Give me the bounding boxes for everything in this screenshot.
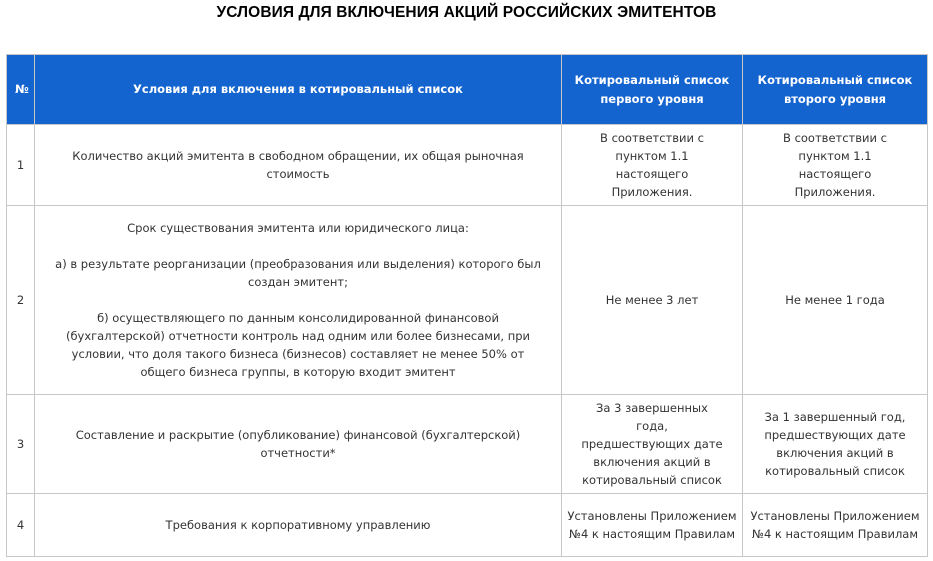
condition-text: Количество акций эмитента в свободном обращении, их общая рыночная стоимость (72, 149, 524, 181)
row-condition (35, 125, 562, 206)
table-row (7, 494, 928, 557)
row-number: 4 (7, 494, 35, 557)
condition-item-b: б) осуществляющего по данным консолидированной финансовой (бухгалтерской) отчетности контроль над одним или более бизнесами, при условии, что доля такого бизнеса (бизнесов) составляет не менее 50% от общего бизнеса группы, в которую входит эмитент (65, 311, 531, 379)
row-level-1-value: Установлены Приложением №4 к настоящим Правилам (562, 494, 743, 557)
row-level-2-value: Установлены Приложением №4 к настоящим Правилам (743, 494, 928, 557)
header-number: № (7, 55, 35, 125)
table-header-row (7, 55, 928, 125)
row-number: 2 (7, 206, 35, 395)
condition-text: Составление и раскрытие (опубликование) финансовой (бухгалтерской) отчетности* (75, 428, 521, 460)
row-level-2-value: За 1 завершенный год, предшествующих дате включения акций в котировальный список (743, 395, 928, 494)
row-level-1-value: В соответствии с пунктом 1.1 настоящего Приложения. (562, 125, 743, 206)
condition-intro: Срок существования эмитента или юридического лица: (127, 221, 469, 235)
table-row (7, 125, 928, 206)
row-condition (35, 494, 562, 557)
header-condition: Условия для включения в котировальный список (35, 55, 562, 125)
row-level-2-value: В соответствии с пунктом 1.1 настоящего Приложения. (743, 125, 928, 206)
row-condition (35, 206, 562, 395)
row-level-1-value: Не менее 3 лет (562, 206, 743, 395)
condition-item-a: а) в результате реорганизации (преобразования или выделения) которого был создан эмитент; (55, 257, 541, 289)
page-title: УСЛОВИЯ ДЛЯ ВКЛЮЧЕНИЯ АКЦИЙ РОССИЙСКИХ ЭМИТЕНТОВ (216, 4, 717, 21)
header-level-1: Котировальный список первого уровня (562, 55, 743, 125)
table-row (7, 206, 928, 395)
header-level-2: Котировальный список второго уровня (743, 55, 928, 125)
listing-conditions-table (6, 54, 928, 557)
row-level-2-value: Не менее 1 года (743, 206, 928, 395)
row-number: 1 (7, 125, 35, 206)
row-level-1-value: За 3 завершенных года, предшествующих дате включения акций в котировальный список (562, 395, 743, 494)
table-row (7, 395, 928, 494)
row-number: 3 (7, 395, 35, 494)
row-condition (35, 395, 562, 494)
condition-text: Требования к корпоративному управлению (165, 518, 431, 532)
